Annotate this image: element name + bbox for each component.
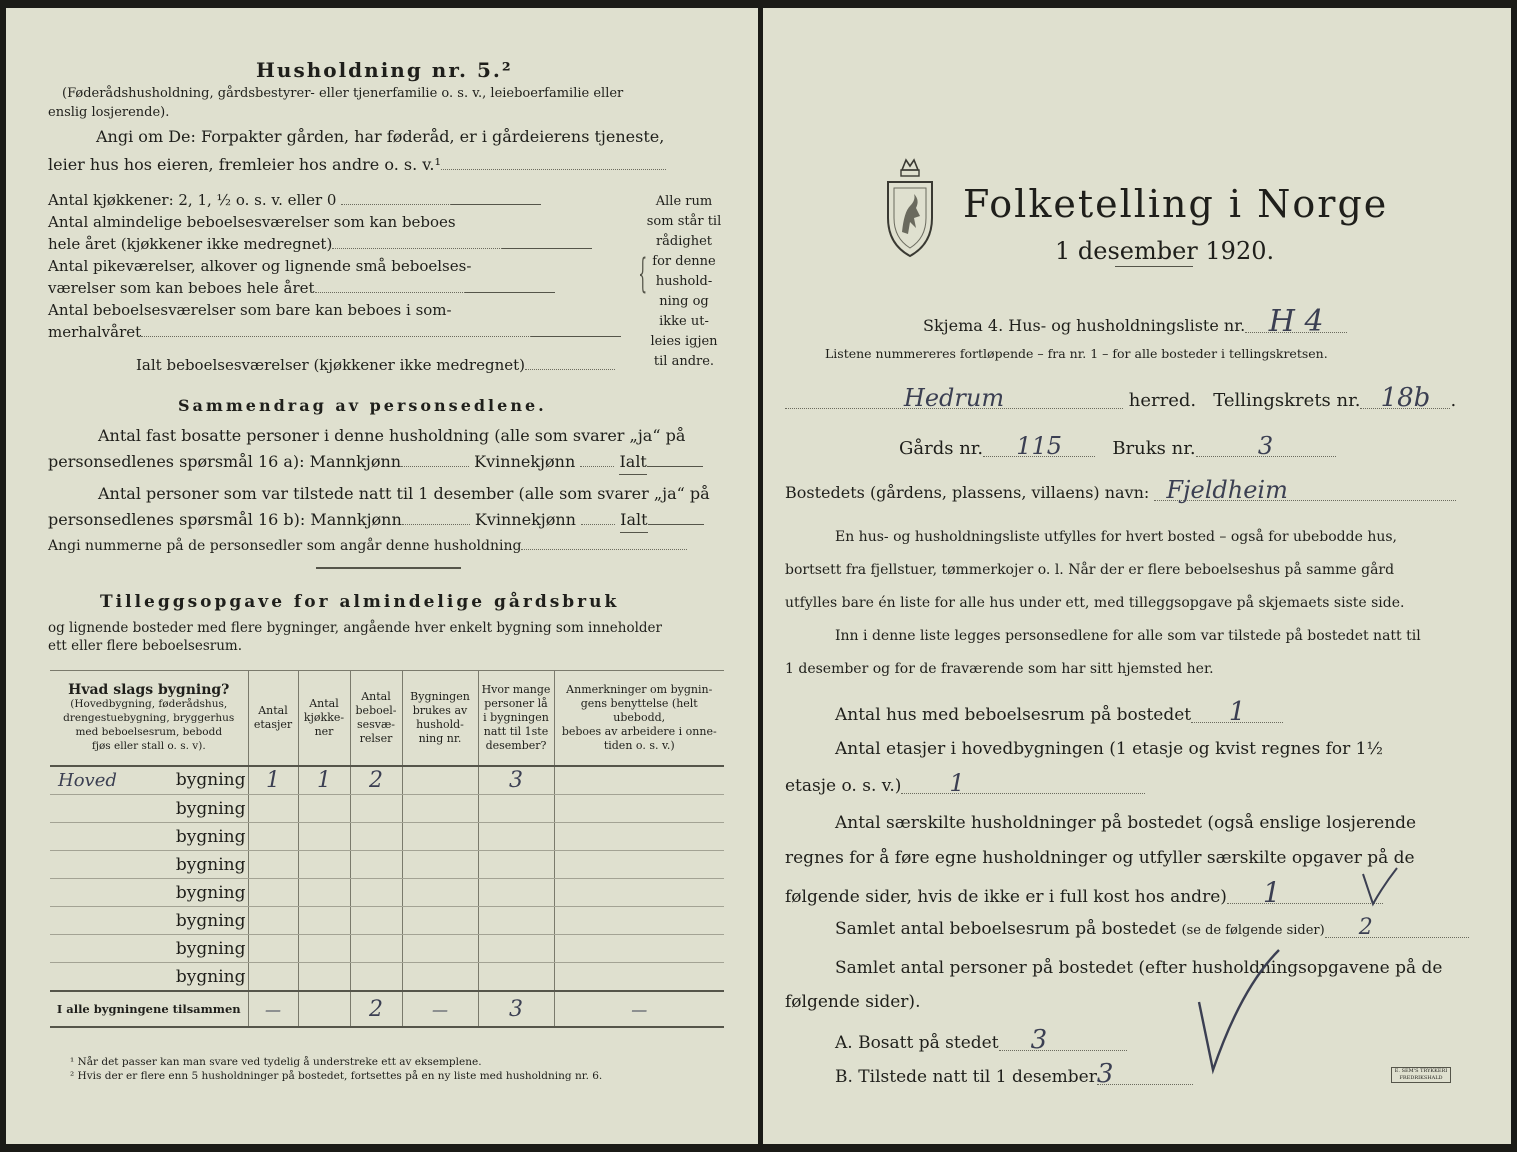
krets-value: 18b	[1360, 388, 1450, 409]
row-household	[402, 766, 478, 795]
row-floors	[248, 963, 298, 992]
total-kitchens	[298, 991, 350, 1027]
herred-line: Hedrum herred. Tellingskrets nr. 18b .	[785, 388, 1456, 411]
total-household: —	[402, 991, 478, 1027]
side-note-line: til andre.	[653, 354, 715, 369]
row-floors	[248, 823, 298, 851]
numbering-note: Listene nummereres fortløpende – fra nr. 1 – for alle bosteder i tellingskretsen.	[825, 346, 1328, 361]
person-numbers-field	[521, 549, 687, 550]
date-rule	[1115, 266, 1193, 267]
row-remarks	[554, 879, 724, 907]
total-rooms-answer-line	[525, 369, 615, 370]
summer-rooms-answer-line	[531, 336, 621, 337]
building-row	[50, 907, 724, 935]
summary-present-1: Antal personer som var tilstede natt til 1 desember (alle som svarer „ja“ på	[98, 484, 710, 503]
check-mark-icon	[1193, 948, 1283, 1078]
building-suffix: bygning	[175, 910, 246, 931]
census-title: Folketelling i Norge	[963, 182, 1389, 226]
side-note-line: for denne	[652, 254, 716, 269]
row-rooms	[350, 935, 402, 963]
row-persons: 3	[478, 766, 554, 795]
tenure-answer-line	[441, 169, 666, 170]
total-rooms-value: 2	[350, 991, 402, 1027]
instruction-3: utfylles bare én liste for alle hus under ett, med tilleggsopgave på skjemaets siste side.	[785, 595, 1405, 611]
row-floors	[248, 851, 298, 879]
building-row	[50, 795, 724, 823]
side-note-line: Alle rum	[655, 194, 713, 209]
rooms-side-note	[644, 192, 724, 372]
row-remarks	[554, 766, 724, 795]
side-note-line: ning og	[659, 294, 709, 309]
houses-answer: 1	[1191, 702, 1283, 723]
footnote-2: ² Hvis der er flere enn 5 husholdninger på bostedet, fortsettes på en ny liste med husholdning nr. 6.	[70, 1070, 603, 1082]
place-name-value: Fjeldheim	[1154, 480, 1456, 501]
row-rooms	[350, 879, 402, 907]
floors-answer: 1	[901, 773, 1145, 794]
rooms-brace: {	[638, 251, 648, 297]
building-name-cell	[50, 935, 248, 963]
instruction-1: En hus- og husholdningsliste utfylles for hvert bosted – også for ubebodde hus,	[835, 529, 1397, 545]
building-suffix: bygning	[175, 798, 246, 819]
household-title: Husholdning nr. 5.²	[256, 58, 513, 82]
building-suffix: bygning	[175, 770, 246, 790]
row-kitchens	[298, 935, 350, 963]
persons-question-2: følgende sider).	[785, 992, 921, 1012]
row-rooms: 2	[350, 766, 402, 795]
question-tenure-2: leier hus hos eieren, fremleier hos andre o. s. v.¹	[48, 153, 666, 177]
building-name-cell	[50, 879, 248, 907]
summary-heading: Sammendrag av personsedlene.	[178, 396, 547, 415]
col-floors: Antal etasjer	[248, 671, 298, 767]
small-rooms-answer-line	[465, 292, 555, 293]
persons-question-1: Samlet antal personer på bostedet (efter husholdningsopgavene på de	[835, 958, 1443, 978]
floors-question-2: etasje o. s. v.) 1	[785, 773, 1145, 796]
row-kitchens	[298, 963, 350, 992]
building-suffix: bygning	[175, 854, 246, 875]
small-rooms-2: værelser som kan beboes hele året	[48, 276, 555, 300]
row-persons	[478, 851, 554, 879]
present-count-value: 3	[1097, 1064, 1193, 1085]
total-persons: 3	[478, 991, 554, 1027]
col-rooms: Antal beboel- sesvæ- relser	[350, 671, 402, 767]
gards-value: 115	[983, 436, 1095, 457]
col-remarks: Anmerkninger om bygnin- gens benyttelse (helt ubebodd, beboes av arbeidere i onne- tiden o. s. v.)	[554, 671, 724, 767]
total-floors: —	[248, 991, 298, 1027]
building-row	[50, 935, 724, 963]
row-household	[402, 935, 478, 963]
question-tenure-1: Angi om De: Forpakter gården, har føderåd, er i gårdeierens tjeneste,	[96, 127, 665, 146]
row-floors	[248, 879, 298, 907]
intro-line-1: (Føderådshusholdning, gårdsbestyrer- eller tjenerfamilie o. s. v., leieboerfamilie eller	[62, 86, 624, 101]
building-suffix: bygning	[175, 826, 246, 847]
ordinary-rooms-1: Antal almindelige beboelsesværelser som kan beboes	[48, 213, 456, 231]
row-household	[402, 823, 478, 851]
households-question-1: Antal særskilte husholdninger på bostedet (også enslige losjerende	[835, 813, 1417, 833]
row-kitchens	[298, 795, 350, 823]
building-name-cell	[50, 963, 248, 992]
row-remarks	[554, 795, 724, 823]
building-suffix: bygning	[175, 882, 246, 903]
row-kitchens	[298, 851, 350, 879]
left-page	[6, 8, 758, 1144]
intro-line-2: enslig losjerende).	[48, 105, 170, 120]
footnote-1: ¹ Når det passer kan man svare ved tydelig å understreke ett av eksemplene.	[70, 1056, 482, 1068]
supplement-sub-2: ett eller flere beboelsesrum.	[48, 638, 243, 654]
side-note-line: leies igjen	[650, 334, 718, 349]
coat-of-arms-icon	[880, 156, 940, 261]
row-rooms	[350, 963, 402, 992]
herred-value: Hedrum	[785, 388, 1123, 409]
building-name-cell	[50, 766, 248, 795]
residents-female-field	[580, 466, 614, 467]
rooms-total-question: Samlet antal beboelsesrum på bostedet (se de følgende sider) 2	[835, 919, 1469, 939]
building-name-cell	[50, 851, 248, 879]
row-rooms	[350, 823, 402, 851]
col-household-nr: Bygningen brukes av hushold- ning nr.	[402, 671, 478, 767]
instruction-2: bortsett fra fjellstuer, tømmerkojer o. l. Når der er flere beboelseshus på samme gård	[785, 562, 1395, 578]
row-rooms	[350, 851, 402, 879]
row-kitchens	[298, 907, 350, 935]
kitchens-answer-line	[451, 204, 541, 205]
houses-question: Antal hus med beboelsesrum på bostedet 1	[835, 702, 1283, 725]
census-date: 1 desember 1920.	[1055, 237, 1275, 265]
summary-residents-2: personsedlenes spørsmål 16 a): Mannkjønn Kvinnekjønn Ialt	[48, 450, 703, 475]
row-persons	[478, 823, 554, 851]
resident-count-line: A. Bosatt på stedet 3	[835, 1030, 1127, 1053]
row-floors: 1	[248, 766, 298, 795]
row-floors	[248, 795, 298, 823]
building-row	[50, 766, 724, 795]
row-kitchens: 1	[298, 766, 350, 795]
row-household	[402, 963, 478, 992]
households-answer: 1	[1227, 883, 1383, 904]
building-suffix: bygning	[175, 938, 246, 959]
side-note-line: hushold-	[655, 274, 713, 289]
building-row	[50, 879, 724, 907]
row-household	[402, 879, 478, 907]
present-male-field	[402, 524, 470, 525]
col-persons: Hvor mange personer lå i bygningen natt til 1ste desember?	[478, 671, 554, 767]
instruction-4: Inn i denne liste legges personsedlene for alle som var tilstede på bostedet natt til	[835, 628, 1421, 644]
residents-male-field	[401, 466, 469, 467]
bruks-value: 3	[1196, 436, 1336, 457]
total-rooms: Ialt beboelsesværelser (kjøkkener ikke medregnet)	[136, 353, 615, 377]
row-kitchens	[298, 879, 350, 907]
row-household	[402, 795, 478, 823]
side-note-line: som står til	[646, 214, 722, 229]
residents-total-field	[647, 466, 703, 467]
building-name-cell	[50, 823, 248, 851]
row-remarks	[554, 851, 724, 879]
present-total-field	[648, 524, 704, 525]
row-household	[402, 851, 478, 879]
row-floors	[248, 935, 298, 963]
col-building-type: Hvad slags bygning? (Hovedbygning, føderådshus, drengestuebygning, bryggerhus med beboelsesrum, bebodd fjøs eller stall o. s. v).	[50, 671, 248, 767]
row-persons	[478, 963, 554, 992]
row-kitchens	[298, 823, 350, 851]
building-suffix: bygning	[175, 966, 246, 987]
small-check-mark-icon	[1359, 866, 1399, 908]
building-row	[50, 823, 724, 851]
right-page	[763, 8, 1511, 1144]
schema-line: Skjema 4. Hus- og husholdningsliste nr. H 4	[923, 312, 1347, 335]
kitchens-question: Antal kjøkkener: 2, 1, ½ o. s. v. eller 0	[48, 188, 541, 212]
building-row	[50, 851, 724, 879]
present-count-line: B. Tilstede natt til 1 desember3	[835, 1064, 1193, 1087]
row-remarks	[554, 935, 724, 963]
row-remarks	[554, 823, 724, 851]
buildings-table	[50, 670, 724, 1028]
place-name-line: Bostedets (gårdens, plassens, villaens) navn: Fjeldheim	[785, 480, 1456, 502]
row-remarks	[554, 907, 724, 935]
households-question-2: regnes for å føre egne husholdninger og utfyller særskilte opgaver på de	[785, 848, 1415, 868]
list-number-value: H 4	[1245, 312, 1347, 333]
summary-residents-1: Antal fast bosatte personer i denne husholdning (alle som svarer „ja“ på	[98, 426, 686, 445]
ordinary-rooms-2: hele året (kjøkkener ikke medregnet)	[48, 232, 592, 256]
instruction-5: 1 desember og for de fraværende som har sitt hjemsted her.	[785, 661, 1214, 677]
row-persons	[478, 879, 554, 907]
summer-rooms-1: Antal beboelsesværelser som bare kan beboes i som-	[48, 301, 452, 319]
ordinary-rooms-answer-line	[502, 248, 592, 249]
row-persons	[478, 907, 554, 935]
row-rooms	[350, 907, 402, 935]
summer-rooms-2: merhalvåret	[48, 320, 621, 344]
buildings-table-header	[50, 671, 724, 767]
total-row-label: I alle bygningene tilsammen	[50, 991, 248, 1027]
row-rooms	[350, 795, 402, 823]
printer-stamp: E. SEM'S TRYKKERI FREDRIKSHALD	[1391, 1067, 1451, 1083]
present-female-field	[581, 524, 615, 525]
col-kitchens: Antal kjøkke- ner	[298, 671, 350, 767]
farm-number-line: Gårds nr. 115 Bruks nr. 3	[899, 436, 1336, 459]
row-floors	[248, 907, 298, 935]
small-rooms-1: Antal pikeværelser, alkover og lignende små beboelses-	[48, 257, 472, 275]
side-note-line: rådighet	[655, 234, 713, 249]
row-remarks	[554, 963, 724, 992]
floors-question-1: Antal etasjer i hovedbygningen (1 etasje og kvist regnes for 1½	[835, 739, 1383, 759]
side-note-line: ikke ut-	[659, 314, 709, 329]
households-question-3: følgende sider, hvis de ikke er i full kost hos andre) 1	[785, 883, 1383, 907]
row-persons	[478, 935, 554, 963]
supplement-sub-1: og lignende bosteder med flere bygninger, angående hver enkelt bygning som inneholder	[48, 620, 662, 636]
supplement-heading: Tilleggsopgave for almindelige gårdsbruk	[100, 592, 620, 612]
building-name-cell	[50, 795, 248, 823]
total-remarks: —	[554, 991, 724, 1027]
row-persons	[478, 795, 554, 823]
buildings-total-row	[50, 991, 724, 1027]
building-name-cell	[50, 907, 248, 935]
row-household	[402, 907, 478, 935]
building-row	[50, 963, 724, 992]
person-numbers-question: Angi nummerne på de personsedler som angår denne husholdning	[48, 538, 687, 554]
resident-count-value: 3	[999, 1030, 1127, 1051]
section-divider	[316, 567, 461, 569]
summary-present-2: personsedlenes spørsmål 16 b): Mannkjønn Kvinnekjønn Ialt	[48, 508, 704, 533]
rooms-total-answer: 2	[1325, 919, 1469, 938]
building-name: Hoved	[58, 770, 117, 791]
